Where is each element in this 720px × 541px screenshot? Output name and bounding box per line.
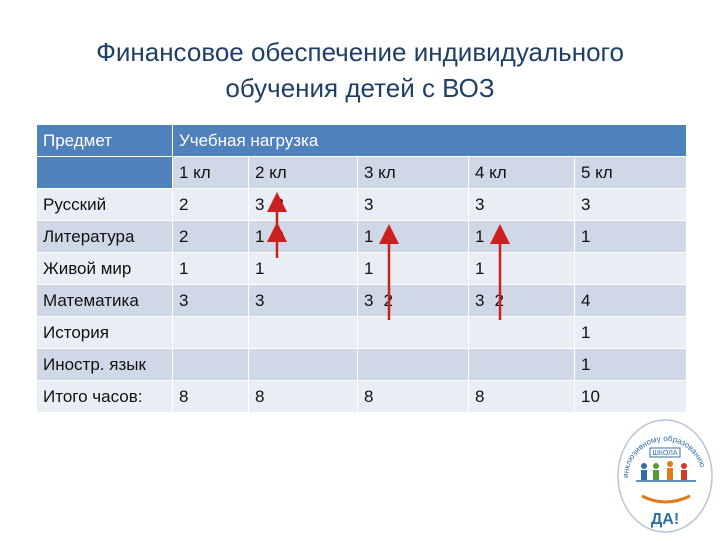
- hours-value: 3: [179, 290, 189, 310]
- hours-cell: [469, 381, 575, 413]
- grade-header: 5 кл: [575, 157, 687, 189]
- hours-cell: [469, 285, 575, 317]
- slide-title: [0, 34, 720, 106]
- hours-cell: [173, 253, 249, 285]
- title-line-1: Финансовое обеспечение индивидуального: [96, 37, 624, 67]
- grade-header: 3 кл: [358, 157, 469, 189]
- hours-value: 1: [179, 258, 189, 278]
- hours-cell: [249, 317, 358, 349]
- subject-cell: Литература: [37, 221, 173, 253]
- subject-cell: Русский: [37, 189, 173, 221]
- new-hours-value: 2: [494, 290, 504, 310]
- hours-cell: [575, 253, 687, 285]
- hours-value: 3: [364, 290, 374, 310]
- table-row: [37, 285, 687, 317]
- hours-value: 1: [364, 258, 374, 278]
- subject-cell: Живой мир: [37, 253, 173, 285]
- hours-cell: [173, 381, 249, 413]
- logo-ring-text: инклюзивному образованию: [620, 433, 708, 479]
- hours-value: 1: [581, 322, 591, 342]
- hours-cell: [358, 189, 469, 221]
- hours-cell: [358, 317, 469, 349]
- hours-cell: [575, 317, 687, 349]
- study-load-table: [36, 124, 687, 413]
- hours-value: 1: [581, 354, 591, 374]
- logo-sign: ШКОЛА: [652, 450, 678, 457]
- hours-cell: [249, 285, 358, 317]
- hours-cell: [469, 221, 575, 253]
- inclusive-education-logo: [612, 412, 716, 536]
- hours-cell: [249, 221, 358, 253]
- hours-cell: [358, 285, 469, 317]
- hours-cell: [249, 189, 358, 221]
- hours-value: 3: [475, 290, 485, 310]
- hours-value: 1: [364, 226, 374, 246]
- hours-value: 1: [581, 226, 591, 246]
- hours-cell: [358, 381, 469, 413]
- table-row: [37, 221, 687, 253]
- hours-value: 8: [255, 386, 265, 406]
- table-row: [37, 253, 687, 285]
- hours-value: 1: [255, 226, 265, 246]
- hours-value: 2: [179, 194, 189, 214]
- hours-value: 2: [179, 226, 189, 246]
- hours-cell: [173, 221, 249, 253]
- hours-value: 3: [364, 194, 374, 214]
- grade-header: 4 кл: [469, 157, 575, 189]
- new-hours-value: 2: [494, 226, 504, 246]
- hours-cell: [575, 189, 687, 221]
- hours-value: 8: [364, 386, 374, 406]
- hours-cell: [469, 253, 575, 285]
- logo-slogan: ДА!: [650, 511, 680, 528]
- hours-cell: [358, 349, 469, 381]
- hours-cell: [173, 349, 249, 381]
- subject-cell: Иностр. язык: [37, 349, 173, 381]
- table-row: [37, 189, 687, 221]
- table-body: [37, 189, 687, 413]
- subject-cell: Итого часов:: [37, 381, 173, 413]
- subject-cell: Математика: [37, 285, 173, 317]
- hours-cell: [173, 189, 249, 221]
- hours-value: 3: [581, 194, 591, 214]
- hours-value: 10: [581, 386, 600, 406]
- study-load-header: Учебная нагрузка: [173, 125, 687, 157]
- hours-value: 3: [475, 194, 485, 214]
- hours-value: 3: [255, 194, 265, 214]
- hours-cell: [469, 349, 575, 381]
- hours-cell: [575, 221, 687, 253]
- hours-value: 4: [581, 290, 591, 310]
- hours-cell: [358, 253, 469, 285]
- hours-value: 1: [255, 258, 265, 278]
- hours-cell: [575, 285, 687, 317]
- table-row: [37, 381, 687, 413]
- hours-value: 1: [475, 258, 485, 278]
- hours-cell: [249, 349, 358, 381]
- hours-cell: [575, 349, 687, 381]
- hours-cell: [173, 317, 249, 349]
- hours-cell: [469, 189, 575, 221]
- hours-cell: [469, 317, 575, 349]
- grade-header: 1 кл: [173, 157, 249, 189]
- table-row: [37, 349, 687, 381]
- hours-value: 8: [179, 386, 189, 406]
- new-hours-value: 2: [274, 194, 284, 214]
- new-hours-value: 2: [274, 226, 284, 246]
- title-line-2: обучения детей с ВОЗ: [225, 73, 495, 103]
- subject-header-cell: [37, 157, 173, 189]
- table-row: [37, 317, 687, 349]
- subject-header: Предмет: [37, 125, 173, 157]
- hours-cell: [249, 381, 358, 413]
- hours-value: 8: [475, 386, 485, 406]
- hours-cell: [358, 221, 469, 253]
- hours-value: 3: [255, 290, 265, 310]
- hours-cell: [173, 285, 249, 317]
- new-hours-value: 2: [383, 290, 393, 310]
- new-hours-value: 2: [383, 226, 393, 246]
- hours-cell: [249, 253, 358, 285]
- hours-cell: [575, 381, 687, 413]
- grade-header: 2 кл: [249, 157, 358, 189]
- hours-value: 1: [475, 226, 485, 246]
- subject-cell: История: [37, 317, 173, 349]
